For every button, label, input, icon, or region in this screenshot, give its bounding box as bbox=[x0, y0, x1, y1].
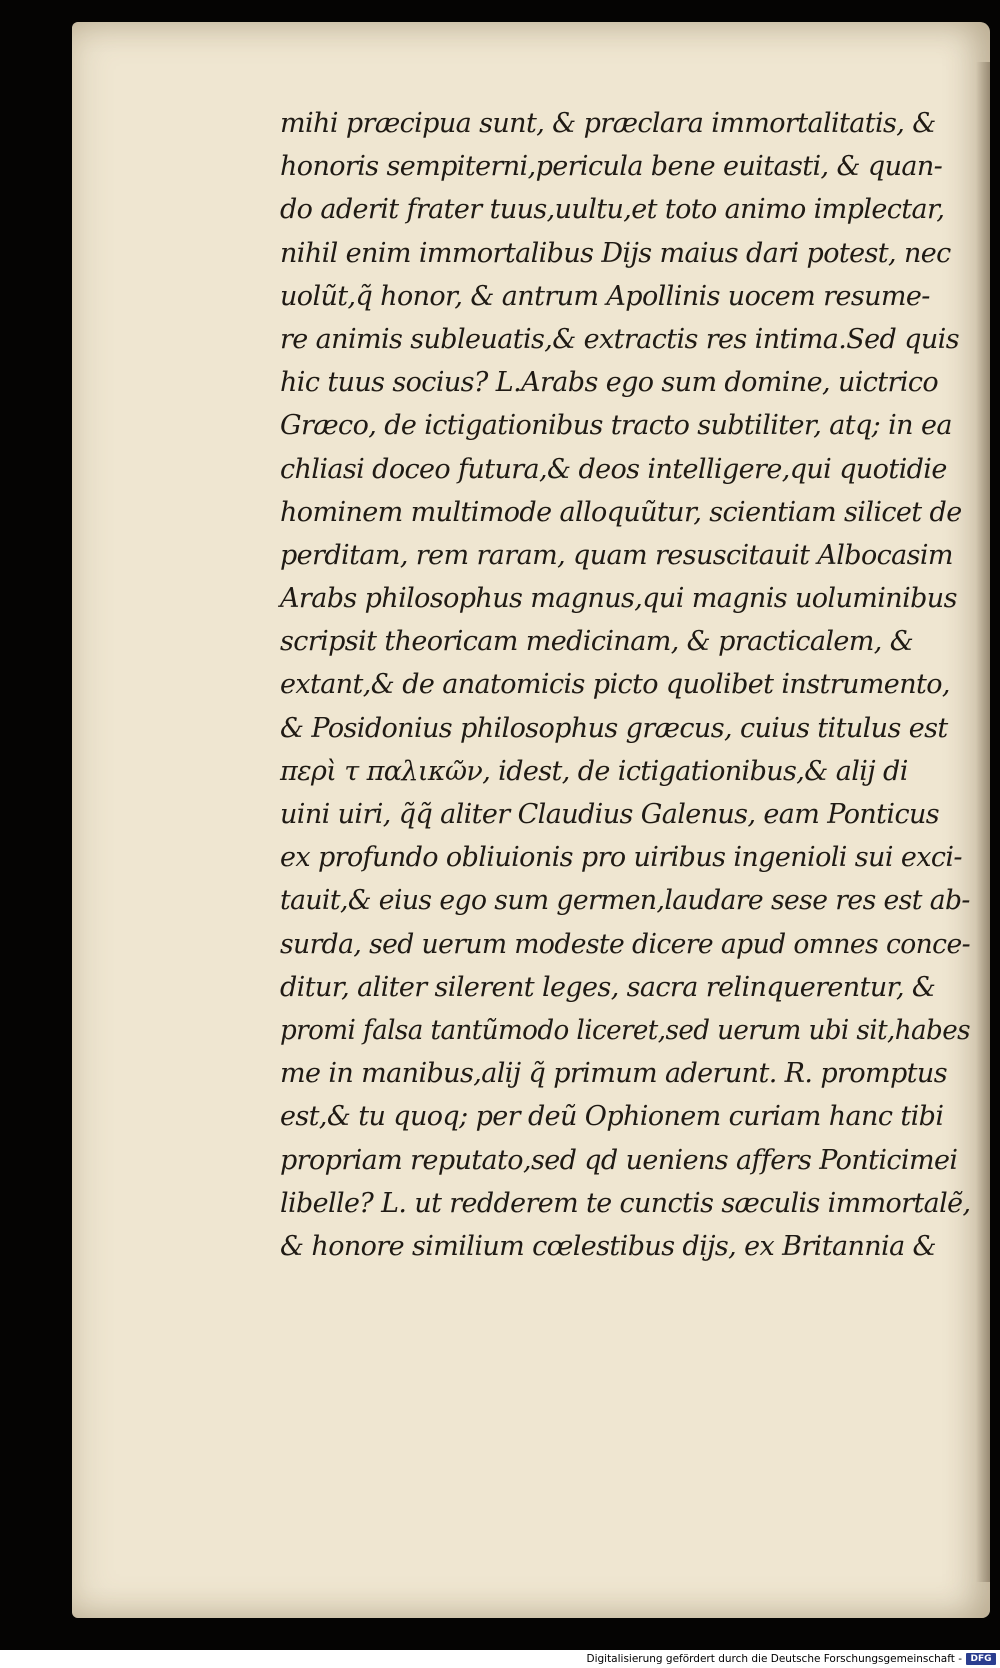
dfg-logo-icon: DFG bbox=[966, 1653, 996, 1665]
footer-credit: Digitalisierung gefördert durch die Deutsche Forschungsgemeinschaft - bbox=[586, 1653, 962, 1665]
text-line: tauit,& eius ego sum germen,laudare sese res est ab- bbox=[280, 885, 970, 917]
page-edge-shadow bbox=[976, 62, 990, 1582]
text-line: uolũt,q̃ honor, & antrum Apollinis uocem resume- bbox=[280, 280, 930, 312]
text-line: ditur, aliter silerent leges, sacra relinquerentur, & bbox=[280, 971, 936, 1003]
text-line: περὶ τ παλικῶν, idest, de ictigationibus,& alij di bbox=[280, 755, 908, 787]
text-line: & honore similium cœlestibus dijs, ex Britannia & bbox=[280, 1230, 936, 1262]
text-line: libelle? L. ut redderem te cunctis sæculis immortalẽ, bbox=[280, 1187, 971, 1219]
text-line: chliasi doceo futura,& deos intelligere,qui quotidie bbox=[280, 453, 947, 485]
text-line: nihil enim immortalibus Dijs maius dari potest, nec bbox=[280, 237, 951, 269]
text-line: me in manibus,alij q̃ primum aderunt. R. promptus bbox=[280, 1058, 947, 1090]
text-block bbox=[280, 102, 970, 1268]
text-line: mihi præcipua sunt, & præclara immortalitatis, & bbox=[280, 108, 936, 139]
text-line: est,& tu quoq; per deũ Ophionem curiam hanc tibi bbox=[280, 1101, 944, 1133]
text-line: extant,& de anatomicis picto quolibet instrumento, bbox=[280, 669, 950, 701]
text-line: & Posidonius philosophus græcus, cuius titulus est bbox=[280, 712, 948, 744]
text-line: honoris sempiterni,pericula bene euitasti, & quan- bbox=[280, 151, 943, 183]
text-line: perditam, rem raram, quam resuscitauit Albocasim bbox=[280, 539, 953, 571]
text-line: scripsit theoricam medicinam, & practicalem, & bbox=[280, 626, 914, 658]
text-line: propriam reputato,sed qd ueniens affers Ponticimei bbox=[280, 1144, 958, 1176]
text-line: ex profundo obliuionis pro uiribus ingenioli sui exci- bbox=[280, 842, 962, 874]
text-line: surda, sed uerum modeste dicere apud omnes conce- bbox=[280, 928, 971, 960]
text-line: uini uiri, q̃q̃ aliter Claudius Galenus, eam Ponticus bbox=[280, 799, 940, 830]
text-line: re animis subleuatis,& extractis res intima.Sed quis bbox=[280, 323, 959, 355]
text-line: hominem multimode alloquũtur, scientiam silicet de bbox=[280, 496, 962, 528]
text-line: promi falsa tantũmodo liceret,sed uerum ubi sit,habes bbox=[280, 1014, 970, 1046]
text-line: do aderit frater tuus,uultu,et toto animo implectar, bbox=[280, 194, 945, 226]
book-page bbox=[72, 22, 990, 1618]
text-line: Græco, de ictigationibus tracto subtiliter, atq; in ea bbox=[280, 410, 952, 442]
text-line: Arabs philosophus magnus,qui magnis uoluminibus bbox=[280, 583, 957, 615]
text-line: hic tuus socius? L.Arabs ego sum domine, uictrico bbox=[280, 367, 939, 399]
